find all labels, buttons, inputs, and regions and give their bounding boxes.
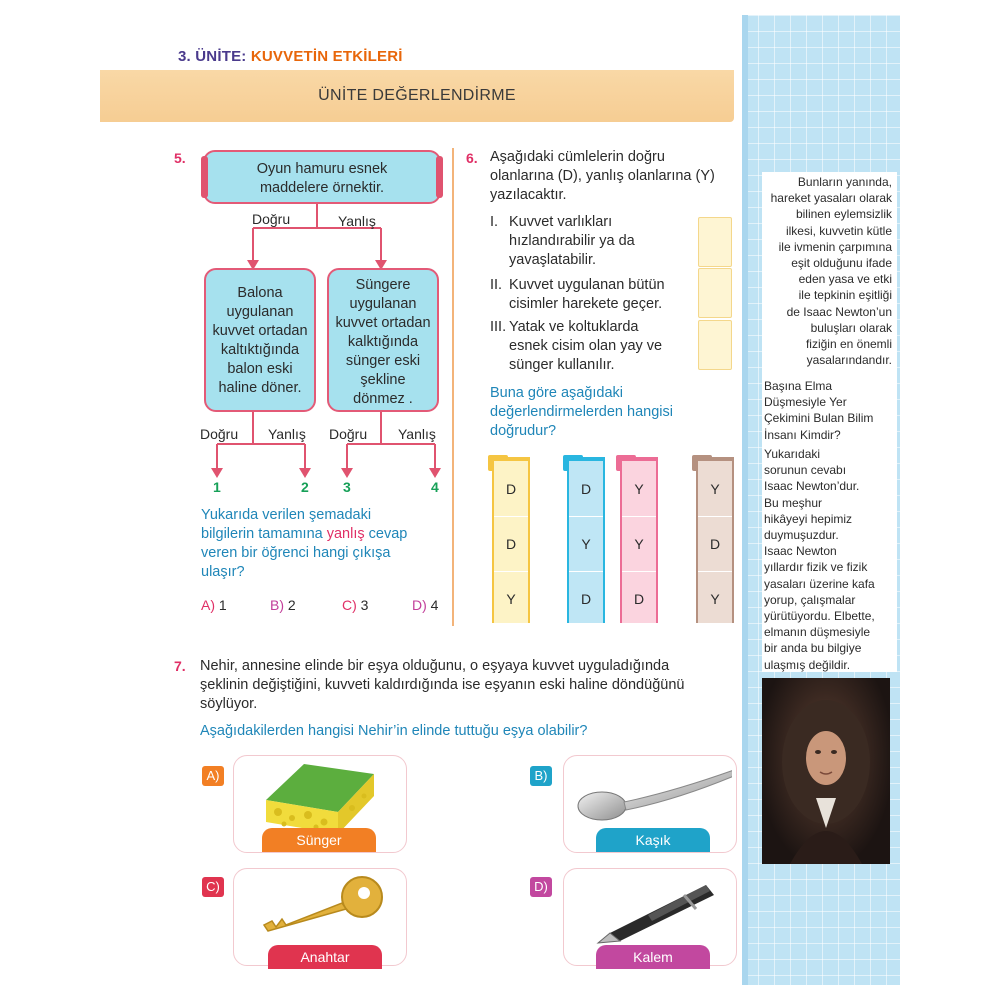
q6-option-cell: Y: [506, 590, 516, 607]
right-box-line: şekline: [360, 372, 406, 388]
exit-number: 2: [301, 479, 309, 495]
q5-question: [201, 506, 451, 582]
sidebar-line: Düşmesiyle Yer: [764, 395, 847, 410]
sidebar-line: elmanın düşmesiyle: [764, 625, 871, 640]
q6-option-cell: Y: [698, 461, 732, 517]
right-box-line: uygulanan: [349, 296, 417, 312]
statement-line: sünger kullanılır.: [509, 357, 615, 373]
option-card-c[interactable]: [233, 868, 407, 966]
statement-line: hızlandırabilir ya da: [509, 233, 635, 249]
q6-option-column[interactable]: [620, 457, 658, 623]
q6-option-cell: D: [698, 516, 732, 572]
sidebar-paragraph-3: [764, 446, 892, 673]
option-letter: A): [201, 597, 215, 613]
option-value: 2: [287, 597, 296, 613]
unit-name: KUVVETİN ETKİLERİ: [250, 48, 403, 65]
sidebar-line: yasaları üzerine kafa: [764, 576, 875, 591]
left-box-line: kuvvet ortadan: [212, 323, 308, 339]
sidebar-line: yasalarındandır.: [806, 353, 892, 368]
sidebar-line: Bunların yanında,: [797, 175, 892, 189]
emphasis-word: yanlış: [326, 526, 365, 542]
q6-option-cell: Y: [710, 590, 720, 607]
option-label: Sünger: [262, 828, 376, 852]
newton-portrait: [762, 678, 890, 864]
q6-option-cell: D: [580, 590, 592, 607]
right-box-line: kalktığında: [347, 334, 419, 350]
right-box-line: kuvvet ortadan: [335, 315, 431, 331]
q6-option-cell: D: [494, 461, 528, 517]
option-value: 4: [430, 597, 439, 613]
sidebar-line: de Isaac Newton’un: [786, 304, 892, 319]
intro-line: Aşağıdaki cümlelerin doğru: [490, 149, 665, 165]
statement-line: Kuvvet varlıkları: [509, 214, 613, 230]
question-line: ulaşır?: [201, 564, 245, 580]
option-value: 1: [218, 597, 227, 613]
question-text: bilgilerin tamamına: [201, 526, 327, 542]
sidebar-line: ile ivmenin çarpımına: [778, 239, 892, 254]
question-line: Buna göre aşağıdaki: [490, 385, 624, 401]
q5-option-a[interactable]: [201, 597, 227, 613]
pen-icon: [588, 873, 728, 945]
sidebar-line: yürütüyordu. Elbette,: [764, 609, 875, 624]
sidebar-line: yıllardır fizik ve fizik: [764, 560, 868, 575]
option-letter: B): [270, 597, 284, 613]
option-letter: A): [202, 766, 224, 786]
sidebar-line: Bu meşhur: [764, 495, 823, 510]
statement-line: Kuvvet uygulanan bütün: [509, 277, 665, 293]
sidebar-line: ulaşmış değildir.: [764, 657, 851, 672]
sidebar-line: yorup, çalışmalar: [764, 592, 856, 607]
intro-line: olanlarına (D), yanlış olanlarına (Y): [490, 168, 715, 184]
answer-box[interactable]: [698, 217, 732, 267]
option-value: 3: [360, 597, 369, 613]
unit-title: [178, 48, 403, 65]
statement-line: esnek cisim olan yay ve: [509, 338, 663, 354]
portrait-figure-icon: [762, 678, 890, 864]
label-true: Doğru: [252, 211, 291, 227]
question-line: Yukarıda verilen şemadaki: [201, 507, 372, 523]
sponge-icon: [252, 760, 388, 836]
sidebar-line: Isaac Newton: [764, 544, 837, 559]
sidebar-line: Isaac Newton’dur.: [764, 479, 860, 494]
left-box-line: Balona: [237, 285, 283, 301]
statement-line: yavaşlatabilir.: [509, 252, 597, 268]
label-false: Yanlış: [338, 213, 376, 229]
option-letter: B): [530, 766, 552, 786]
sidebar-stripe: [742, 15, 748, 985]
statement-roman: II.: [490, 277, 503, 293]
q7-text: [200, 657, 740, 714]
q6-option-cell: Y: [622, 516, 656, 572]
text-line: şeklinin değiştiğini, kuvveti kaldırdığında ise eşyanın eski haline döndüğünü: [200, 677, 685, 693]
unit-prefix: 3. ÜNİTE:: [178, 48, 247, 65]
option-card-a[interactable]: [233, 755, 407, 853]
q5-option-c[interactable]: [342, 597, 368, 613]
sidebar-line: hikâyeyi hepimiz: [764, 511, 853, 526]
label-true: Doğru: [200, 426, 239, 442]
option-label: Kaşık: [596, 828, 710, 852]
q5-option-b[interactable]: [270, 597, 296, 613]
answer-box[interactable]: [698, 268, 732, 318]
statement-line: Yatak ve koltuklarda: [509, 319, 639, 335]
sidebar-line: eşit olduğunu ifade: [791, 256, 892, 271]
statement-2: [509, 276, 699, 314]
text-line: söylüyor.: [200, 696, 258, 712]
left-box-line: uygulanan: [226, 304, 294, 320]
option-label: Anahtar: [268, 945, 382, 969]
option-card-d[interactable]: [563, 868, 737, 966]
sidebar-line: bir anda bu bilgiye: [764, 641, 862, 656]
q5-top-box: [203, 150, 441, 204]
option-card-b[interactable]: [563, 755, 737, 853]
exit-number: 4: [431, 479, 439, 495]
sidebar-line: duymuşuzdur.: [764, 528, 839, 543]
section-banner: [100, 70, 734, 122]
statement-roman: III.: [490, 319, 507, 335]
statement-3: [509, 318, 699, 375]
sidebar-line: eden yasa ve etki: [798, 272, 892, 287]
top-box-line: maddelere örnektir.: [259, 180, 385, 196]
right-box-line: sünger eski: [345, 353, 421, 369]
sidebar-line: Çekimini Bulan Bilim: [764, 411, 874, 426]
q5-left-box: [204, 268, 316, 412]
intro-line: yazılacaktır.: [490, 187, 567, 203]
spoon-icon: [572, 762, 732, 830]
left-box-line: haline döner.: [218, 380, 302, 396]
q6-option-cell: D: [569, 461, 603, 517]
q5-right-box: [327, 268, 439, 412]
left-box-line: balon eski: [227, 361, 293, 377]
sidebar-line: İnsanı Kimdir?: [764, 427, 841, 442]
right-box-line: dönmez .: [353, 391, 413, 407]
sidebar-line: Başına Elma: [764, 379, 833, 393]
sidebar-line: buluşları olarak: [810, 320, 892, 335]
option-letter: C): [202, 877, 224, 897]
statement-line: cisimler harekete geçer.: [509, 296, 663, 312]
label-true: Doğru: [329, 426, 368, 442]
statement-1: [509, 213, 694, 270]
q6-question: [490, 384, 730, 441]
left-box-line: kaltıktığında: [220, 342, 300, 358]
right-box-line: Süngere: [355, 277, 411, 293]
top-box-line: Oyun hamuru esnek: [256, 161, 388, 177]
answer-box[interactable]: [698, 320, 732, 370]
banner-title: ÜNİTE DEĞERLENDİRME: [318, 87, 516, 104]
question-line: veren bir öğrenci hangi çıkışa: [201, 545, 391, 561]
q5-option-d[interactable]: [412, 597, 438, 613]
q6-intro: [490, 148, 740, 205]
q6-option-column[interactable]: [492, 457, 530, 623]
statement-roman: I.: [490, 214, 499, 230]
sidebar-line: sorunun cevabı: [764, 463, 847, 478]
label-false: Yanlış: [398, 426, 436, 442]
question-7-number: 7.: [174, 658, 186, 674]
question-line: değerlendirmelerden hangisi: [490, 404, 673, 420]
option-label: Kalem: [596, 945, 710, 969]
q6-option-column[interactable]: [696, 457, 734, 623]
sidebar-line: fiziğin en önemli: [805, 337, 892, 352]
q6-option-cell: D: [494, 516, 528, 572]
sidebar-line: ile tepkinin eşitliği: [798, 288, 892, 303]
q7-question: Aşağıdakilerden hangisi Nehir’in elinde tuttuğu eşya olabilir?: [200, 723, 588, 739]
sidebar-line: bilinen eylemsizlik: [795, 207, 892, 222]
sidebar-line: ilkesi, kuvvetin kütle: [785, 223, 892, 238]
question-line: [201, 525, 451, 544]
exit-number: 1: [213, 479, 221, 495]
sidebar-line: Yukarıdaki: [764, 447, 821, 461]
q6-option-cell: Y: [622, 461, 656, 517]
question-5-number: 5.: [174, 150, 186, 166]
question-6-number: 6.: [466, 150, 478, 166]
sidebar-paragraph-2: [764, 378, 892, 443]
q6-option-cell: Y: [569, 516, 603, 572]
exit-number: 3: [343, 479, 351, 495]
label-false: Yanlış: [268, 426, 306, 442]
option-letter: C): [342, 597, 357, 613]
column-divider: [452, 148, 454, 626]
option-letter: D): [412, 597, 427, 613]
question-text: cevap: [364, 526, 408, 542]
sidebar-line: hareket yasaları olarak: [770, 191, 892, 206]
option-letter: D): [530, 877, 552, 897]
key-icon: [254, 873, 394, 943]
text-line: Nehir, annesine elinde bir eşya olduğunu, o eşyaya kuvvet uyguladığında: [200, 658, 670, 674]
q6-option-cell: D: [633, 590, 645, 607]
question-line: doğrudur?: [490, 423, 557, 439]
sidebar-paragraph-1: [764, 174, 892, 368]
q6-option-column[interactable]: [567, 457, 605, 623]
